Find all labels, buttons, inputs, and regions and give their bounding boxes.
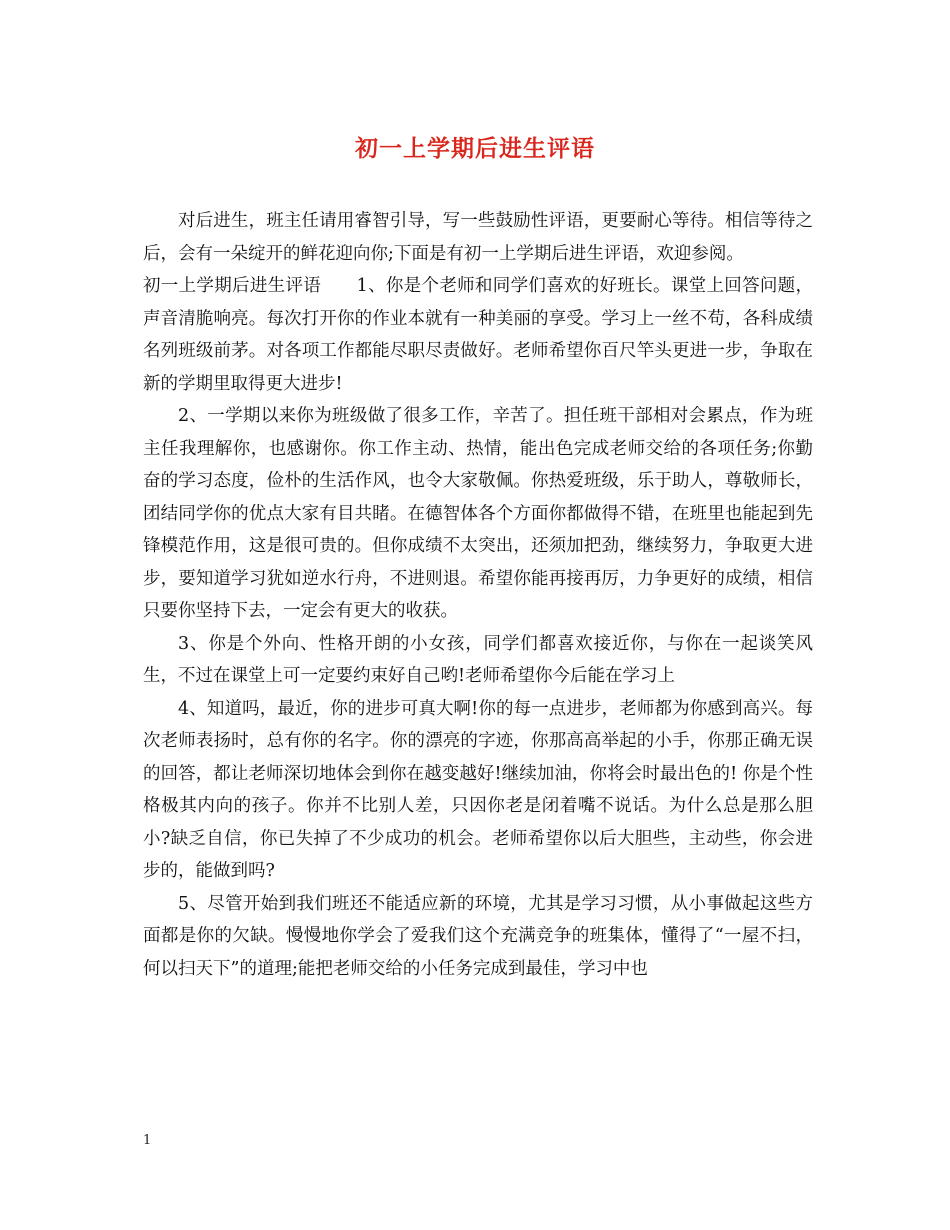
document-body [143,205,813,985]
document-title: 初一上学期后进生评语 [355,135,595,162]
paragraph-intro: 对后进生，班主任请用睿智引导，写一些鼓励性评语，更要耐心等待。相信等待之后，会有一朵绽开的鲜花迎向你;下面是有初一上学期后进生评语，欢迎参阅。 [143,211,813,264]
page-number: 1 [143,1133,152,1148]
paragraph-comment-3: 3、你是个外向、性格开朗的小女孩，同学们都喜欢接近你，与你在一起谈笑风生，不过在课堂上可一定要约束好自己哟!老师希望你今后能在学习上 [143,633,813,686]
paragraph-comment-2: 2、一学期以来你为班级做了很多工作，辛苦了。担任班干部相对会累点，作为班主任我理解你，也感谢你。你工作主动、热情，能出色完成老师交给的各项任务;你勤奋的学习态度，俭朴的生活作风，也令大家敬佩。你热爱班级，乐于助人，尊敬师长，团结同学你的优点大家有目共睹。在德智体各个方面你都做得不错，在班里也能起到先锋模范作用，这是很可贵的。但你成绩不太突出，还须加把劲，继续努力，争取更大进步，要知道学习犹如逆水行舟，不进则退。希望你能再接再厉，力争更好的成绩，相信只要你坚持下去，一定会有更大的收获。 [143,406,813,621]
paragraph-comment-1: 初一上学期后进生评语 1、你是个老师和同学们喜欢的好班长。课堂上回答问题，声音清脆响亮。每次打开你的作业本就有一种美丽的享受。学习上一丝不苟，各科成绩名列班级前茅。对各项工作都能尽职尽责做好。老师希望你百尺竿头更进一步，争取在新的学期里取得更大进步! [143,276,813,394]
paragraph-comment-5: 5、尽管开始到我们班还不能适应新的环境，尤其是学习习惯，从小事做起这些方面都是你的欠缺。慢慢地你学会了爱我们这个充满竞争的班集体，懂得了“一屋不扫，何以扫天下”的道理;能把老师交给的小任务完成到最佳，学习中也 [143,893,813,979]
paragraph-comment-4: 4、知道吗，最近，你的进步可真大啊!你的每一点进步，老师都为你感到高兴。每次老师表扬时，总有你的名字。你的漂亮的字迹，你那高高举起的小手，你那正确无误的回答，都让老师深切地体会到你在越变越好!继续加油，你将会时最出色的! 你是个性格极其内向的孩子。你并不比别人差，只因你老是闭着嘴不说话。为什么总是那么胆小?缺乏自信，你已失掉了不少成功的机会。老师希望你以后大胆些，主动些，你会进步的，能做到吗? [143,698,813,881]
